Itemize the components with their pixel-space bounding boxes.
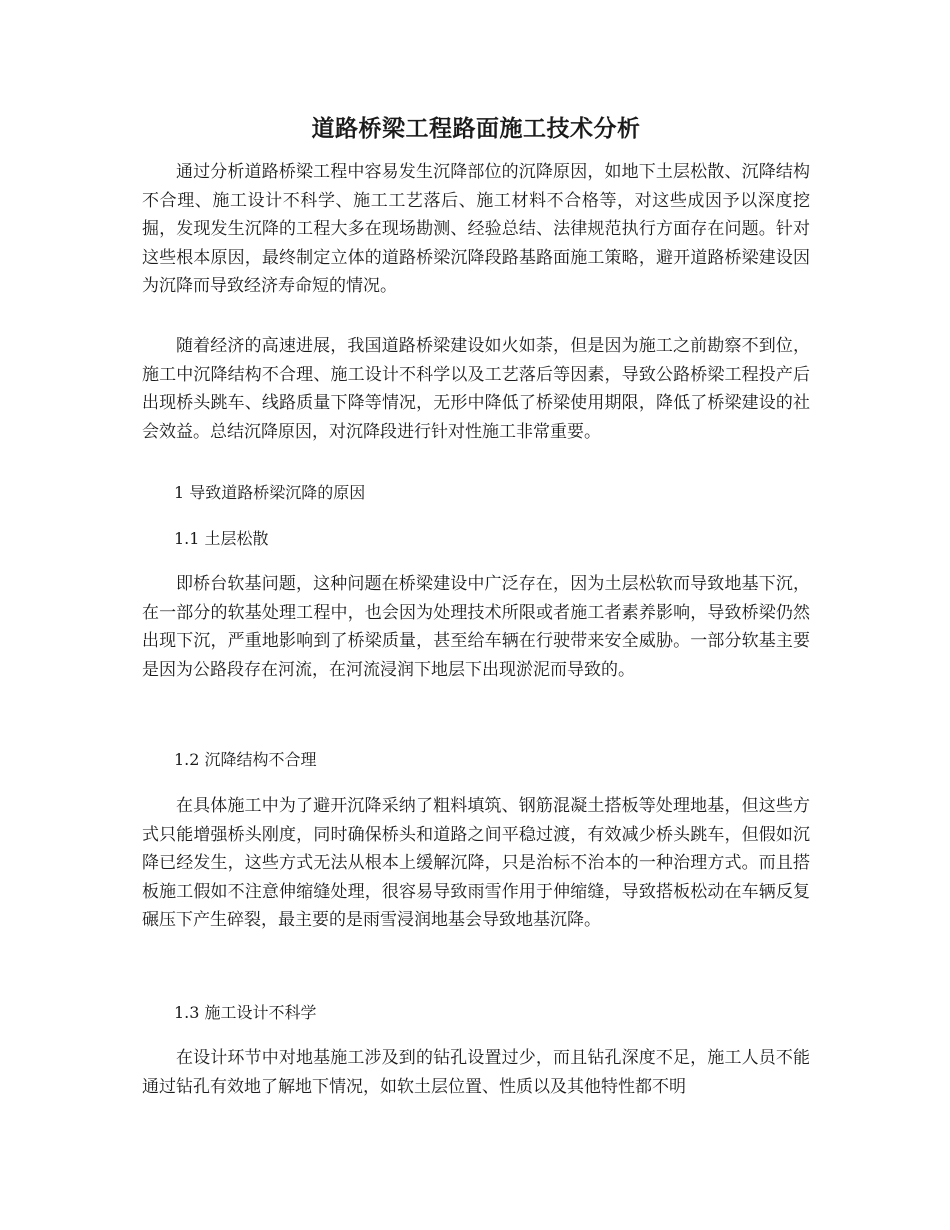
section-1-3-paragraph: 在设计环节中对地基施工涉及到的钻孔设置过少，而且钻孔深度不足，施工人员不能通过钻孔有效地了解地下情况，如软土层位置、性质以及其他特性都不明	[142, 1048, 810, 1097]
abstract-paragraph: 通过分析道路桥梁工程中容易发生沉降部位的沉降原因，如地下土层松散、沉降结构不合理、施工设计不科学、施工工艺落后、施工材料不合格等，对这些成因予以深度挖掘，发现发生沉降的工程大多在现场勘测、经验总结、法律规范执行方面存在问题。针对这些根本原因，最终制定立体的道路桥梁沉降段路基路面施工策略，避开道路桥梁建设因为沉降而导致经济寿命短的情况。	[142, 162, 810, 296]
document-title: 道路桥梁工程路面施工技术分析	[311, 115, 641, 142]
section-1-2-heading: 1.2 沉降结构不合理	[174, 750, 317, 769]
section-1-3-heading: 1.3 施工设计不科学	[174, 1003, 317, 1022]
section-1-1-paragraph: 即桥台软基问题，这种问题在桥梁建设中广泛存在，因为土层松软而导致地基下沉，在一部分的软基处理工程中，也会因为处理技术所限或者施工者素养影响，导致桥梁仍然出现下沉，严重地影响到了桥梁质量，甚至给车辆在行驶带来安全威胁。一部分软基主要是因为公路段存在河流，在河流浸润下地层下出现淤泥而导致的。	[142, 574, 810, 680]
section-1-2-paragraph: 在具体施工中为了避开沉降采纳了粗料填筑、钢筋混凝土搭板等处理地基，但这些方式只能增强桥头刚度，同时确保桥头和道路之间平稳过渡，有效减少桥头跳车，但假如沉降已经发生，这些方式无法从根本上缓解沉降，只是治标不治本的一种治理方式。而且搭板施工假如不注意伸缩缝处理，很容易导致雨雪作用于伸缩缝，导致搭板松动在车辆反复碾压下产生碎裂，最主要的是雨雪浸润地基会导致地基沉降。	[142, 796, 810, 930]
section-1-1-heading: 1.1 土层松散	[174, 529, 269, 548]
section-1-heading: 1 导致道路桥梁沉降的原因	[174, 483, 366, 502]
intro-paragraph: 随着经济的高速进展，我国道路桥梁建设如火如荼，但是因为施工之前勘察不到位，施工中沉降结构不合理、施工设计不科学以及工艺落后等因素，导致公路桥梁工程投产后出现桥头跳车、线路质量下降等情况，无形中降低了桥梁使用期限，降低了桥梁建设的社会效益。总结沉降原因，对沉降段进行针对性施工非常重要。	[142, 336, 810, 442]
